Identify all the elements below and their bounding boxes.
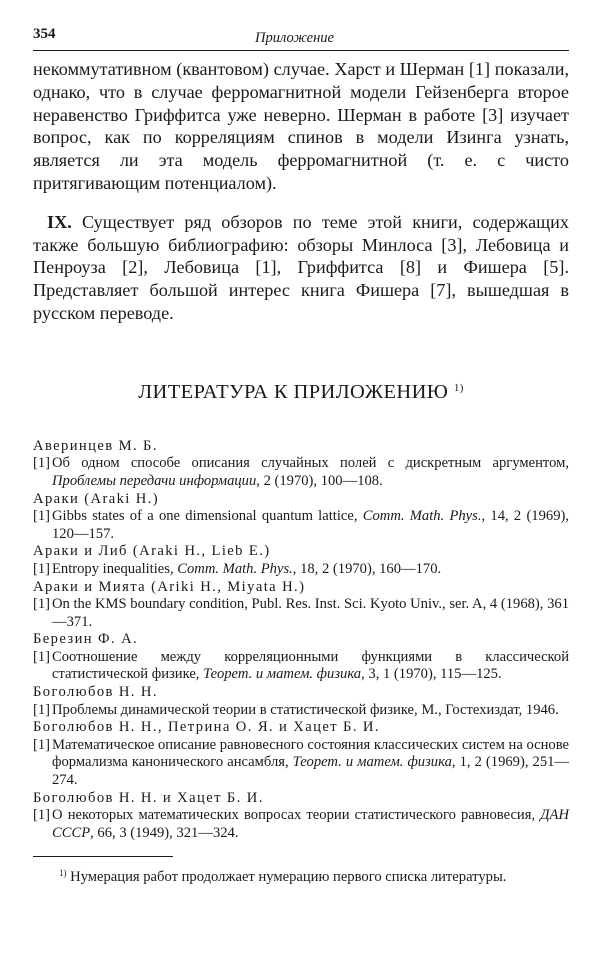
bib-entry (33, 737, 569, 790)
bib-entry-number: [1] (33, 560, 51, 577)
body-paragraph-1: некоммутативном (квантовом) случае. Харст и Шерман [1] показали, однако, что в случае ферромагнитной модели Гейзенберга второе неравенство Гриффитса уже неверно. Шерман в работе [3] изучает вопрос, как по корреляциям спинов в модели Изинга узнать, является ли эта модель ферромагнитной (т. е. с чисто притягивающим потенциалом). (33, 59, 569, 193)
bib-entry-details: , 14, 2 (1969), 120—157. (52, 508, 570, 542)
literature-title-note: 1) (453, 381, 464, 394)
bib-entry-number: [1] (33, 648, 51, 665)
bib-entry-details: , 3, 1 (1970), 115—125. (361, 666, 502, 683)
bib-entry-journal: Теорет. и матем. физика (292, 754, 452, 771)
footnote-mark: 1) (59, 868, 67, 879)
bib-entry-text: О некоторых математических вопросах теории статистического равновесия, (52, 807, 541, 824)
bib-entry-text: Математическое описание равновесного состояния классических систем на основе формализма канонического ансамбля, (52, 736, 569, 771)
bib-entry (33, 455, 569, 490)
bib-entry-text: On the KMS boundary condition, Publ. Res. Inst. Sci. Kyoto Univ., ser. A, 4 (1968), 361—371. (52, 596, 569, 630)
bib-author: Боголюбов Н. Н., Петрина О. Я. и Хацет Б. И. (33, 719, 380, 736)
bib-entry (33, 561, 569, 579)
section-number: IX. (47, 211, 72, 232)
bib-author: Араки и Либ (Araki H., Lieb E.) (33, 543, 271, 560)
bib-entry (33, 596, 569, 631)
literature-title (33, 381, 569, 404)
page-number: 354 (33, 26, 56, 42)
bib-entry-text: Об одном способе описания случайных полей с дискретным аргументом, (52, 455, 569, 472)
bib-author: Березин Ф. А. (33, 631, 139, 648)
bib-entry-journal: Comm. Math. Phys. (177, 560, 293, 577)
literature-title-text: ЛИТЕРАТУРА К ПРИЛОЖЕНИЮ (138, 380, 449, 403)
bib-entry-text: Проблемы динамической теории в статистической физике, М., Гостехиздат, 1946. (52, 701, 559, 718)
bib-author: Боголюбов Н. Н. (33, 684, 158, 701)
bib-entry-journal: Comm. Math. Phys. (362, 508, 482, 525)
bib-entry-text: Entropy inequalities, (52, 560, 178, 577)
bib-entry-number: [1] (33, 596, 51, 613)
bib-entry-details: , 18, 2 (1970), 160—170. (292, 560, 442, 577)
running-title: Приложение (255, 30, 334, 46)
bib-entry-number: [1] (33, 455, 51, 472)
bib-entry (33, 508, 569, 543)
bib-entry-details: , 2 (1970), 100—108. (256, 472, 383, 489)
bib-entry-number: [1] (33, 701, 51, 718)
bib-entry (33, 649, 569, 684)
bib-author: Боголюбов Н. Н. и Хацет Б. И. (33, 789, 264, 806)
bib-entry-number: [1] (33, 508, 51, 525)
page (33, 26, 569, 887)
footnote-text: Нумерация работ продолжает нумерацию первого списка литературы. (66, 869, 507, 886)
bib-entry (33, 807, 569, 842)
bib-entry-number: [1] (33, 807, 51, 824)
bib-entry-journal: Проблемы передачи информации (52, 472, 257, 489)
body-paragraph-2 (33, 211, 569, 325)
bib-entry-journal: Теорет. и матем. физика (203, 666, 362, 683)
bib-entry-details: , 66, 3 (1949), 321—324. (90, 824, 239, 841)
footnote-rule (33, 856, 173, 857)
footnote (33, 864, 569, 887)
bib-entry (33, 702, 569, 720)
bib-author: Аверинцев М. Б. (33, 437, 158, 454)
bib-entry-details: , 1, 2 (1969), 251—274. (52, 754, 570, 789)
bib-entry-journal: ДАН СССР (52, 807, 569, 841)
body-paragraph-2-text: Существует ряд обзоров по теме этой книги, содержащих также большую библиографию: обзоры Минлоса [3], Лебовица и Пенроуза [2], Лебовица [1], Гриффитса [8] и Фишера [5]. Представляет большой интерес книга Фишера [7], вышедшая в русском переводе. (33, 211, 569, 323)
header-rule (33, 50, 569, 51)
bib-entry-number: [1] (33, 736, 51, 753)
bib-entry-text: Соотношение между корреляционными функциями в классической статистической физике, (52, 648, 569, 683)
bibliography (33, 438, 569, 843)
page-header (33, 26, 569, 50)
bib-entry-text: Gibbs states of a one dimensional quantum lattice, (52, 508, 363, 525)
bib-author: Араки (Araki H.) (33, 490, 160, 507)
bib-author: Араки и Мията (Ariki H., Miyata H.) (33, 578, 306, 595)
